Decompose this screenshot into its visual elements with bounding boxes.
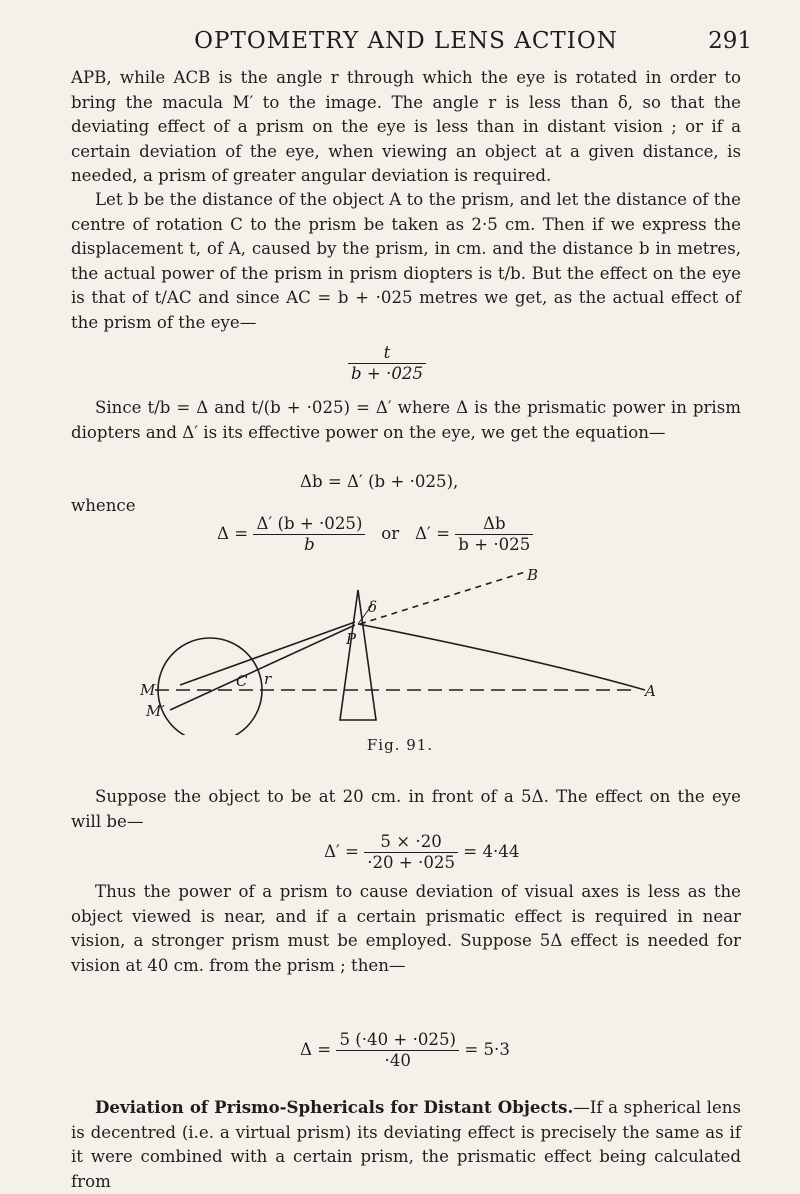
paragraph-2: Let b be the distance of the object A to the prism, and let the distance of the centre of rotation C to the prism be taken as 2·5 cm. Then if we express the displacement t, of A, caused by the prism, in cm. and the distance b in metres, the actual power of the prism in prism diopters is t/b. But the effect on the eye is that of t/AC and since AC = b + ·025 metres we get, as the actual effect of the prism of the eye—: [71, 190, 741, 332]
equation-example-1: Δ′ = $\frac{5 \times \cdot 20}{\cdot 20 + \cdot 025}$ = 4·44: [324, 832, 520, 872]
label-C: C: [236, 672, 248, 690]
paragraph-4: Suppose the object to be at 20 cm. in front of a 5Δ. The effect on the eye will be—: [71, 787, 741, 831]
ray-eye-to-prism: [170, 625, 355, 710]
section-heading: Deviation of Prismo-Sphericals for Distant Objects.: [95, 1097, 574, 1117]
label-r: r: [264, 670, 272, 688]
paragraph-3: Since t/b = Δ and t/(b + ·025) = Δ′ where Δ is the prismatic power in prism diopters and Δ′ is its effective power on the eye, we get the equation—: [71, 398, 741, 442]
equation-balance: Δb = Δ′ (b + ·025),: [300, 472, 459, 491]
paragraph-6: Deviation of Prismo-Sphericals for Distant Objects.—If a spherical lens is decentred (i.e. a virtual prism) its deviating effect is precisely the same as if it were combined with a certain prism, the prismatic effect being calculated from: [71, 1097, 741, 1191]
label-M: M: [140, 681, 156, 699]
ray-prism-to-A: [358, 624, 645, 690]
page-header: [60, 24, 752, 60]
page-number: 291: [708, 28, 752, 54]
label-P: P: [346, 630, 357, 648]
label-A: A: [645, 682, 656, 700]
running-head: OPTOMETRY AND LENS ACTION: [194, 28, 618, 54]
label-B: B: [527, 566, 539, 584]
whence-label: whence: [71, 496, 136, 515]
equation-example-2: Δ = $\frac{5 (\cdot 40 + \cdot 025)}{\cdot 40}$ = 5·3: [300, 1030, 510, 1070]
label-M-prime: M′: [146, 702, 165, 720]
paragraph-1: APB, while ACB is the angle r through which the eye is rotated in order to bring the macula M′ to the image. The angle r is less than δ, so that the deviating effect of a prism on the eye is less than in distant vision ; or if a certain deviation of the eye, when viewing an object at a given distance, is needed, a prism of greater angular deviation is required.: [71, 68, 741, 186]
label-delta: δ: [368, 598, 378, 616]
figure-caption: Fig. 91.: [366, 736, 434, 754]
paragraph-5: Thus the power of a prism to cause deviation of visual axes is less as the object viewed is near, and if a certain prismatic effect is required in near vision, a stronger prism must be employed. Suppose 5Δ effect is needed for vision at 40 cm. from the prism ; then—: [71, 882, 741, 975]
figure-91-diagram: [140, 560, 700, 735]
equation-effect: $\frac{t}{b + \cdot 025}$: [348, 343, 426, 384]
equation-solutions: Δ = $\frac{\Delta' (b + \cdot 025)}{b}$ or Δ′ = $\frac{\Delta b}{b + \cdot 025}$: [217, 514, 533, 555]
line-to-B: [360, 572, 525, 624]
